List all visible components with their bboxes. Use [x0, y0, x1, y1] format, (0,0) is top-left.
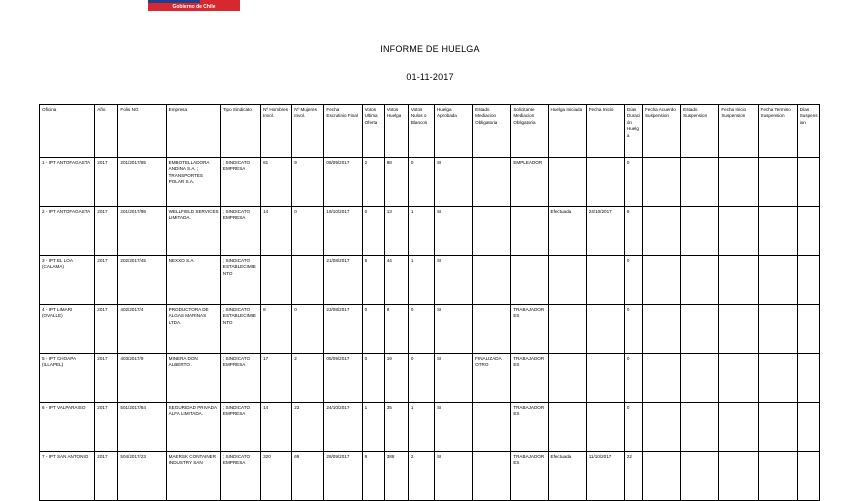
- tipo-sindicato-cell: ; SINDICATO EMPRESA: [220, 403, 260, 452]
- anio-cell: 2017: [95, 158, 118, 207]
- fecha-escrutinio-cell: 28/09/2017: [324, 452, 362, 501]
- fecha-inicio-cell: [586, 403, 624, 452]
- fecha-inicio-cell: [586, 256, 624, 305]
- strike-report-table: [39, 104, 820, 501]
- solicitante-mediacion-cell: [511, 256, 548, 305]
- header-cell: Votos Nulos o Blancos: [408, 105, 434, 158]
- huelga-aprobada-cell: SI: [434, 403, 472, 452]
- fecha-inicio-cell: [586, 305, 624, 354]
- huelga-iniciada-cell: [548, 256, 586, 305]
- votos-ultima-oferta-cell: 2: [362, 158, 384, 207]
- fecha-inicio-cell: 11/10/2017: [586, 452, 624, 501]
- huelga-iniciada-cell: [548, 305, 586, 354]
- hombres-cell: 320: [261, 452, 292, 501]
- dias-duracion-cell: 0: [624, 305, 642, 354]
- votos-nulos-cell: 1: [408, 207, 434, 256]
- mujeres-cell: 23: [292, 403, 324, 452]
- oficina-cell: 7 - IPT SAN ANTONIO: [40, 452, 95, 501]
- oficina-cell: 2 - IPT ANTOFAGASTA: [40, 207, 95, 256]
- estado-suspension-cell: [681, 452, 719, 501]
- fecha-termino-suspension-cell: [758, 256, 797, 305]
- votos-ultima-oferta-cell: 0: [362, 354, 384, 403]
- fecha-termino-suspension-cell: [758, 354, 797, 403]
- votos-nulos-cell: 0: [408, 354, 434, 403]
- oficina-cell: 4 - IPT LIMARI (OVALLE): [40, 305, 95, 354]
- government-logo: [148, 0, 240, 11]
- votos-huelga-cell: 388: [384, 452, 408, 501]
- folio-cell: 201/2017/85: [118, 158, 166, 207]
- header-cell: Estado Mediacion Obligatoria: [473, 105, 511, 158]
- empresa-cell: WELLFIELD SERVICES LIMITADA.: [166, 207, 220, 256]
- huelga-aprobada-cell: SI: [434, 256, 472, 305]
- huelga-iniciada-cell: Efectuada: [548, 452, 586, 501]
- mujeres-cell: 0: [292, 207, 324, 256]
- estado-mediacion-cell: [473, 256, 511, 305]
- estado-mediacion-cell: [473, 207, 511, 256]
- mujeres-cell: 0: [292, 305, 324, 354]
- folio-cell: 201/2017/98: [118, 207, 166, 256]
- fecha-termino-suspension-cell: [758, 403, 797, 452]
- huelga-iniciada-cell: [548, 158, 586, 207]
- logo-text: Gobierno de Chile: [148, 3, 240, 11]
- oficina-cell: 6 - IPT VALPARAISO: [40, 403, 95, 452]
- votos-nulos-cell: 2: [408, 452, 434, 501]
- solicitante-mediacion-cell: TRABAJADORES: [511, 452, 548, 501]
- empresa-cell: EMBOTELLADORA ANDINA S.A. ; TRANSPORTES POLAR S.A.: [166, 158, 220, 207]
- oficina-cell: 1 - IPT ANTOFAGASTA: [40, 158, 95, 207]
- votos-nulos-cell: 1: [408, 256, 434, 305]
- folio-cell: 403/2017/9: [118, 354, 166, 403]
- estado-mediacion-cell: [473, 158, 511, 207]
- fecha-escrutinio-cell: 23/08/2017: [324, 305, 362, 354]
- mujeres-cell: 9: [292, 158, 324, 207]
- header-cell: Solicitante Mediacion Obligatoria: [511, 105, 548, 158]
- header-cell: Huelga Aprobada: [434, 105, 472, 158]
- fecha-inicio-suspension-cell: [719, 207, 758, 256]
- fecha-inicio-suspension-cell: [719, 158, 758, 207]
- header-cell: Fecha Acuerdo Suspension: [642, 105, 680, 158]
- fecha-acuerdo-suspension-cell: [642, 452, 680, 501]
- solicitante-mediacion-cell: EMPLEADOR: [511, 158, 548, 207]
- empresa-cell: NEXXO S.A.: [166, 256, 220, 305]
- fecha-escrutinio-cell: 19/10/2017: [324, 207, 362, 256]
- fecha-inicio-suspension-cell: [719, 452, 758, 501]
- fecha-acuerdo-suspension-cell: [642, 256, 680, 305]
- huelga-aprobada-cell: SI: [434, 452, 472, 501]
- dias-duracion-cell: 0: [624, 403, 642, 452]
- folio-cell: 501/2017/84: [118, 403, 166, 452]
- dias-suspension-cell: [797, 452, 819, 501]
- table-row: [40, 158, 820, 207]
- folio-cell: 402/2017/4: [118, 305, 166, 354]
- tipo-sindicato-cell: ; SINDICATO EMPRESA: [220, 354, 260, 403]
- votos-huelga-cell: 35: [384, 403, 408, 452]
- estado-suspension-cell: [681, 207, 719, 256]
- estado-mediacion-cell: [473, 452, 511, 501]
- hombres-cell: 17: [261, 354, 292, 403]
- votos-huelga-cell: 88: [384, 158, 408, 207]
- votos-huelga-cell: 44: [384, 256, 408, 305]
- votos-ultima-oferta-cell: 5: [362, 256, 384, 305]
- fecha-inicio-suspension-cell: [719, 354, 758, 403]
- hombres-cell: [261, 256, 292, 305]
- fecha-termino-suspension-cell: [758, 452, 797, 501]
- votos-nulos-cell: 0: [408, 158, 434, 207]
- empresa-cell: MINERA DON ALBERTO .: [166, 354, 220, 403]
- fecha-termino-suspension-cell: [758, 158, 797, 207]
- solicitante-mediacion-cell: TRABAJADORES: [511, 305, 548, 354]
- huelga-aprobada-cell: SI: [434, 354, 472, 403]
- fecha-escrutinio-cell: 08/09/2017: [324, 158, 362, 207]
- header-cell: Votos Huelga: [384, 105, 408, 158]
- header-cell: Oficina: [40, 105, 95, 158]
- dias-suspension-cell: [797, 207, 819, 256]
- table-body: [40, 158, 820, 501]
- votos-nulos-cell: 1: [408, 403, 434, 452]
- header-cell: Días Duración Huelga: [624, 105, 642, 158]
- oficina-cell: 5 - IPT CHOAPA (ILLAPEL): [40, 354, 95, 403]
- report-date: 01-11-2017: [406, 72, 454, 82]
- table-row: [40, 354, 820, 403]
- fecha-acuerdo-suspension-cell: [642, 158, 680, 207]
- votos-ultima-oferta-cell: 0: [362, 207, 384, 256]
- fecha-termino-suspension-cell: [758, 305, 797, 354]
- estado-suspension-cell: [681, 403, 719, 452]
- huelga-aprobada-cell: SI: [434, 305, 472, 354]
- fecha-escrutinio-cell: 05/09/2017: [324, 354, 362, 403]
- votos-ultima-oferta-cell: 9: [362, 452, 384, 501]
- dias-suspension-cell: [797, 256, 819, 305]
- mujeres-cell: 69: [292, 452, 324, 501]
- tipo-sindicato-cell: ; SINDICATO EMPRESA: [220, 207, 260, 256]
- estado-mediacion-cell: [473, 305, 511, 354]
- huelga-aprobada-cell: SI: [434, 207, 472, 256]
- fecha-inicio-cell: [586, 354, 624, 403]
- header-cell: Fecha Termino Suspension: [758, 105, 797, 158]
- table-row: [40, 305, 820, 354]
- fecha-inicio-suspension-cell: [719, 305, 758, 354]
- fecha-inicio-suspension-cell: [719, 256, 758, 305]
- anio-cell: 2017: [95, 403, 118, 452]
- fecha-escrutinio-cell: 21/08/2017: [324, 256, 362, 305]
- header-cell: Nº Hombres Invol.: [261, 105, 292, 158]
- anio-cell: 2017: [95, 305, 118, 354]
- hombres-cell: 81: [261, 158, 292, 207]
- header-cell: Año: [95, 105, 118, 158]
- header-cell: Tipo Sindicato: [220, 105, 260, 158]
- tipo-sindicato-cell: ; SINDICATO ESTABLECIMIENTO: [220, 305, 260, 354]
- dias-suspension-cell: [797, 403, 819, 452]
- hombres-cell: 14: [261, 207, 292, 256]
- votos-nulos-cell: 0: [408, 305, 434, 354]
- table-row: [40, 403, 820, 452]
- fecha-acuerdo-suspension-cell: [642, 207, 680, 256]
- hombres-cell: 14: [261, 403, 292, 452]
- dias-duracion-cell: 0: [624, 256, 642, 305]
- dias-duracion-cell: 22: [624, 452, 642, 501]
- dias-duracion-cell: 0: [624, 158, 642, 207]
- fecha-termino-suspension-cell: [758, 207, 797, 256]
- estado-suspension-cell: [681, 256, 719, 305]
- estado-suspension-cell: [681, 158, 719, 207]
- fecha-escrutinio-cell: 24/10/2017: [324, 403, 362, 452]
- fecha-inicio-suspension-cell: [719, 403, 758, 452]
- empresa-cell: PRODUCTORA DE ALGAS MARINAS LTDA.: [166, 305, 220, 354]
- votos-huelga-cell: 8: [384, 305, 408, 354]
- votos-ultima-oferta-cell: 0: [362, 305, 384, 354]
- votos-huelga-cell: 19: [384, 354, 408, 403]
- solicitante-mediacion-cell: [511, 207, 548, 256]
- estado-suspension-cell: [681, 305, 719, 354]
- header-cell: Huelga Iniciada: [548, 105, 586, 158]
- solicitante-mediacion-cell: TRABAJADORES: [511, 403, 548, 452]
- estado-mediacion-cell: [473, 403, 511, 452]
- anio-cell: 2017: [95, 207, 118, 256]
- table-header-row: [40, 105, 820, 158]
- empresa-cell: MAERSK CONTAINER INDUSTRY SAN: [166, 452, 220, 501]
- oficina-cell: 3 - IPT EL LOA (CALAMA): [40, 256, 95, 305]
- huelga-aprobada-cell: SI: [434, 158, 472, 207]
- dias-suspension-cell: [797, 305, 819, 354]
- fecha-acuerdo-suspension-cell: [642, 305, 680, 354]
- report-title: INFORME DE HUELGA: [380, 44, 480, 54]
- table-row: [40, 207, 820, 256]
- anio-cell: 2017: [95, 256, 118, 305]
- folio-cell: 504/2017/23: [118, 452, 166, 501]
- hombres-cell: 8: [261, 305, 292, 354]
- tipo-sindicato-cell: ; SINDICATO EMPRESA: [220, 158, 260, 207]
- table-row: [40, 452, 820, 501]
- fecha-inicio-cell: [586, 158, 624, 207]
- header-cell: Votos Ultima Oferta: [362, 105, 384, 158]
- solicitante-mediacion-cell: TRABAJADORES: [511, 354, 548, 403]
- header-cell: Nº Mujeres Invol.: [292, 105, 324, 158]
- header-cell: Empresa: [166, 105, 220, 158]
- fecha-acuerdo-suspension-cell: [642, 354, 680, 403]
- dias-duracion-cell: 9: [624, 207, 642, 256]
- header-cell: Estado Suspension: [681, 105, 719, 158]
- empresa-cell: SEGURIDAD PRIVADA ALFA LIMITADA.: [166, 403, 220, 452]
- dias-suspension-cell: [797, 354, 819, 403]
- tipo-sindicato-cell: ; SINDICATO EMPRESA: [220, 452, 260, 501]
- folio-cell: 202/2017/45: [118, 256, 166, 305]
- votos-ultima-oferta-cell: 1: [362, 403, 384, 452]
- mujeres-cell: [292, 256, 324, 305]
- estado-mediacion-cell: FINALIZADA OTRO: [473, 354, 511, 403]
- anio-cell: 2017: [95, 354, 118, 403]
- dias-suspension-cell: [797, 158, 819, 207]
- votos-huelga-cell: 13: [384, 207, 408, 256]
- mujeres-cell: 2: [292, 354, 324, 403]
- header-cell: Fecha Inicio: [586, 105, 624, 158]
- huelga-iniciada-cell: [548, 403, 586, 452]
- table-row: [40, 256, 820, 305]
- tipo-sindicato-cell: ; SINDICATO ESTABLECIMIENTO: [220, 256, 260, 305]
- anio-cell: 2017: [95, 452, 118, 501]
- header-cell: Fecha Inicio Suspension: [719, 105, 758, 158]
- estado-suspension-cell: [681, 354, 719, 403]
- header-cell: Fecha Escrutinio Final: [324, 105, 362, 158]
- dias-duracion-cell: 0: [624, 354, 642, 403]
- huelga-iniciada-cell: Efectuada: [548, 207, 586, 256]
- header-cell: Folio NG: [118, 105, 166, 158]
- fecha-acuerdo-suspension-cell: [642, 403, 680, 452]
- fecha-inicio-cell: 24/10/2017: [586, 207, 624, 256]
- header-cell: Días Suspension: [797, 105, 819, 158]
- huelga-iniciada-cell: [548, 354, 586, 403]
